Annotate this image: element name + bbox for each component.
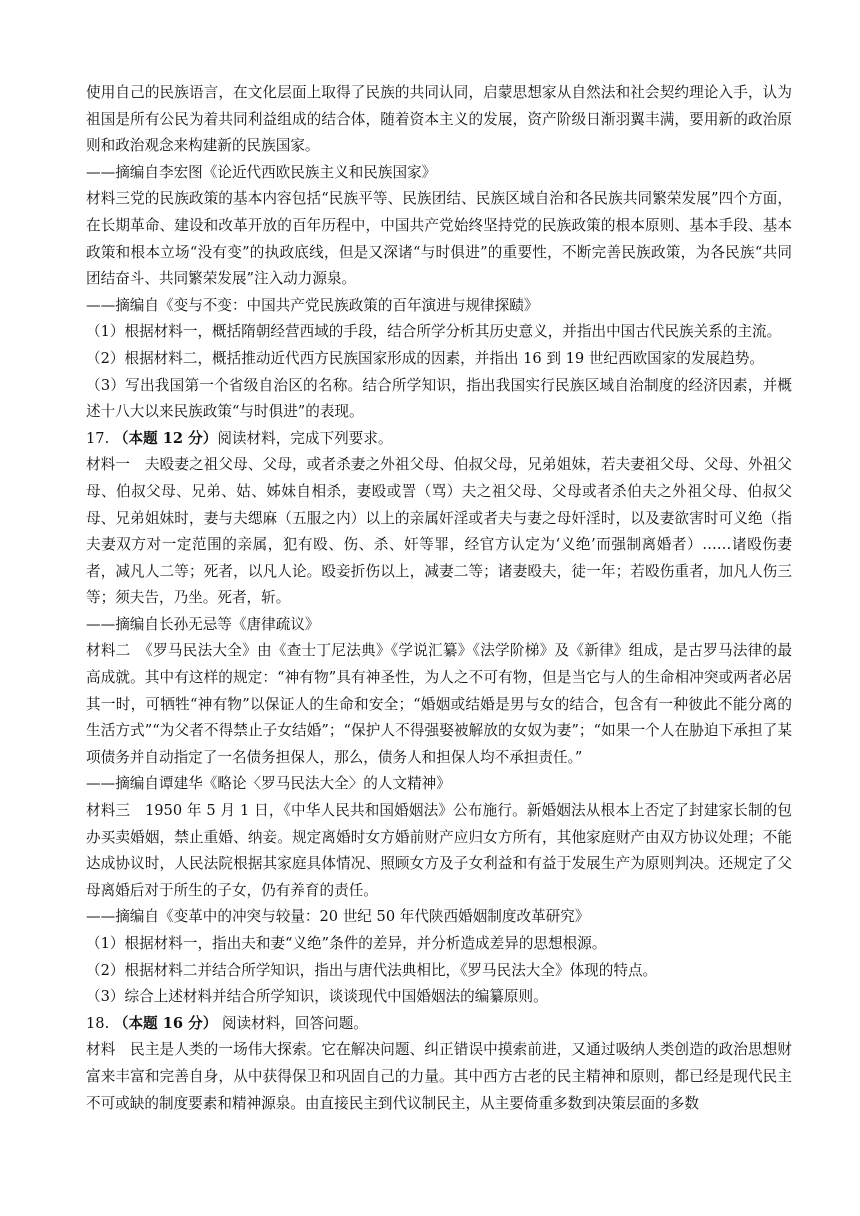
material-paragraph: 材料二 《罗马民法大全》由《查士丁尼法典》《学说汇纂》《法学阶梯》及《新律》组成，是古罗马法律的最高成就。其中有这样的规定：“神有物”具有神圣性，为人之不可有物，但是当它与人的生命相冲突或两者必居其一时，可牺牲“神有物”以保证人的生命和安全；“婚姻或结婚是男与女的结合，包含有一种彼此不能分离的生活方式”“为父者不得禁止子女结婚”；“保护人不得强娶被解放的女奴为妻”；“如果一个人在胁迫下承担了某项债务并自动指定了一名债务担保人，那么，债务人和担保人均不承担责任。”	[86, 642, 792, 766]
source-citation: ——摘编自谭建华《略论〈罗马民法大全〉的人文精神》	[86, 775, 451, 793]
material-paragraph: 使用自己的民族语言，在文化层面上取得了民族的共同认同，启蒙思想家从自然法和社会契约理论入手，认为祖国是所有公民为着共同利益组成的结合体，随着资本主义的发展，资产阶级日渐羽翼丰满，要用新的政治原则和政治观念来构建新的民族国家。	[86, 84, 792, 155]
question-item: （2）根据材料二，概括推动近代西方民族国家形成的因素，并指出 16 到 19 世纪西欧国家的发展趋势。	[86, 349, 764, 367]
source-citation: ——摘编自李宏图《论近代西欧民族主义和民族国家》	[86, 163, 437, 181]
question-item: （3）写出我国第一个省级自治区的名称。结合所学知识，指出我国实行民族区域自治制度的经济因素，并概述十八大以来民族政策“与时俱进”的表现。	[86, 376, 792, 421]
question-number: 17.	[86, 429, 110, 447]
source-citation: ——摘编自长孙无忌等《唐律疏议》	[86, 615, 320, 633]
material-paragraph: 材料三 1950 年 5 月 1 日，《中华人民共和国婚姻法》公布施行。新婚姻法从根本上否定了封建家长制的包办买卖婚姻，禁止重婚、纳妾。规定离婚时女方婚前财产应归女方所有，其他家庭财产由双方协议处理；不能达成协议时，人民法院根据其家庭具体情况、照顾女方及子女利益和有益于发展生产为原则判决。还规定了父母离婚后对于所生的子女，仍有养育的责任。	[86, 802, 792, 899]
question-score: （本题 12 分）	[113, 429, 218, 447]
material-paragraph: 材料一 夫殴妻之祖父母、父母，或者杀妻之外祖父母、伯叔父母，兄弟姐妹，若夫妻祖父母、父母、外祖父母、伯叔父母、兄弟、姑、姊妹自相杀，妻殴或詈（骂）夫之祖父母、父母或者杀伯夫之外祖父母、伯叔父母、兄弟姐妹时，妻与夫缌麻（五服之内）以上的亲属奸淫或者夫与妻之母奸淫时，以及妻欲害时可义绝（指夫妻双方对一定范围的亲属，犯有殴、伤、杀、奸等罪，经官方认定为‘义绝’而强制离婚者）……诸殴伤妻者，减凡人二等；死者，以凡人论。殴妾折伤以上，减妻二等；诸妻殴夫，徒一年；若殴伤重者，加凡人伤三等；须夫告，乃坐。死者，斩。	[86, 456, 792, 607]
question-heading	[86, 1011, 792, 1038]
source-citation: ——摘编自《变革中的冲突与较量：20 世纪 50 年代陕西婚姻制度改革研究》	[86, 908, 590, 926]
question-item: （2）根据材料二并结合所学知识，指出与唐代法典相比，《罗马民法大全》体现的特点。	[86, 961, 658, 979]
material-paragraph: 材料 民主是人类的一场伟大探索。它在解决问题、纠正错误中摸索前进，又通过吸纳人类创造的政治思想财富来丰富和完善自身，从中获得保卫和巩固自己的力量。其中西方古老的民主精神和原则，都已经是现代民主不可或缺的制度要素和精神源泉。由直接民主到代议制民主，从主要倚重多数到决策层面的多数	[86, 1041, 792, 1112]
question-item: （1）根据材料一，指出夫和妻“义绝”条件的差异，并分析造成差异的思想根源。	[86, 935, 607, 952]
question-score: （本题 16 分）	[113, 1014, 218, 1032]
question-heading	[86, 426, 792, 453]
source-citation: ——摘编自《变与不变：中国共产党民族政策的百年演进与规律探赜》	[86, 296, 539, 314]
question-item: （3）综合上述材料并结合所学知识，谈谈现代中国婚姻法的编纂原则。	[86, 988, 548, 1006]
question-number: 18.	[86, 1014, 110, 1032]
question-instruction: 阅读材料，回答问题。	[221, 1014, 368, 1032]
question-item: （1）根据材料一，概括隋朝经营西域的手段，结合所学分析其历史意义，并指出中国古代民族关系的主流。	[86, 323, 782, 341]
question-instruction: 阅读材料，完成下列要求。	[217, 429, 393, 447]
material-paragraph: 材料三党的民族政策的基本内容包括“民族平等、民族团结、民族区域自治和各民族共同繁荣发展”四个方面，在长期革命、建设和改革开放的百年历程中，中国共产党始终坚持党的民族政策的根本原则、基本手段、基本政策和根本立场“没有变”的执政底线，但是又深诸“与时俱进”的重要性，不断完善民族政策，为各民族“共同团结奋斗、共同繁荣发展”注入动力源泉。	[86, 190, 792, 288]
